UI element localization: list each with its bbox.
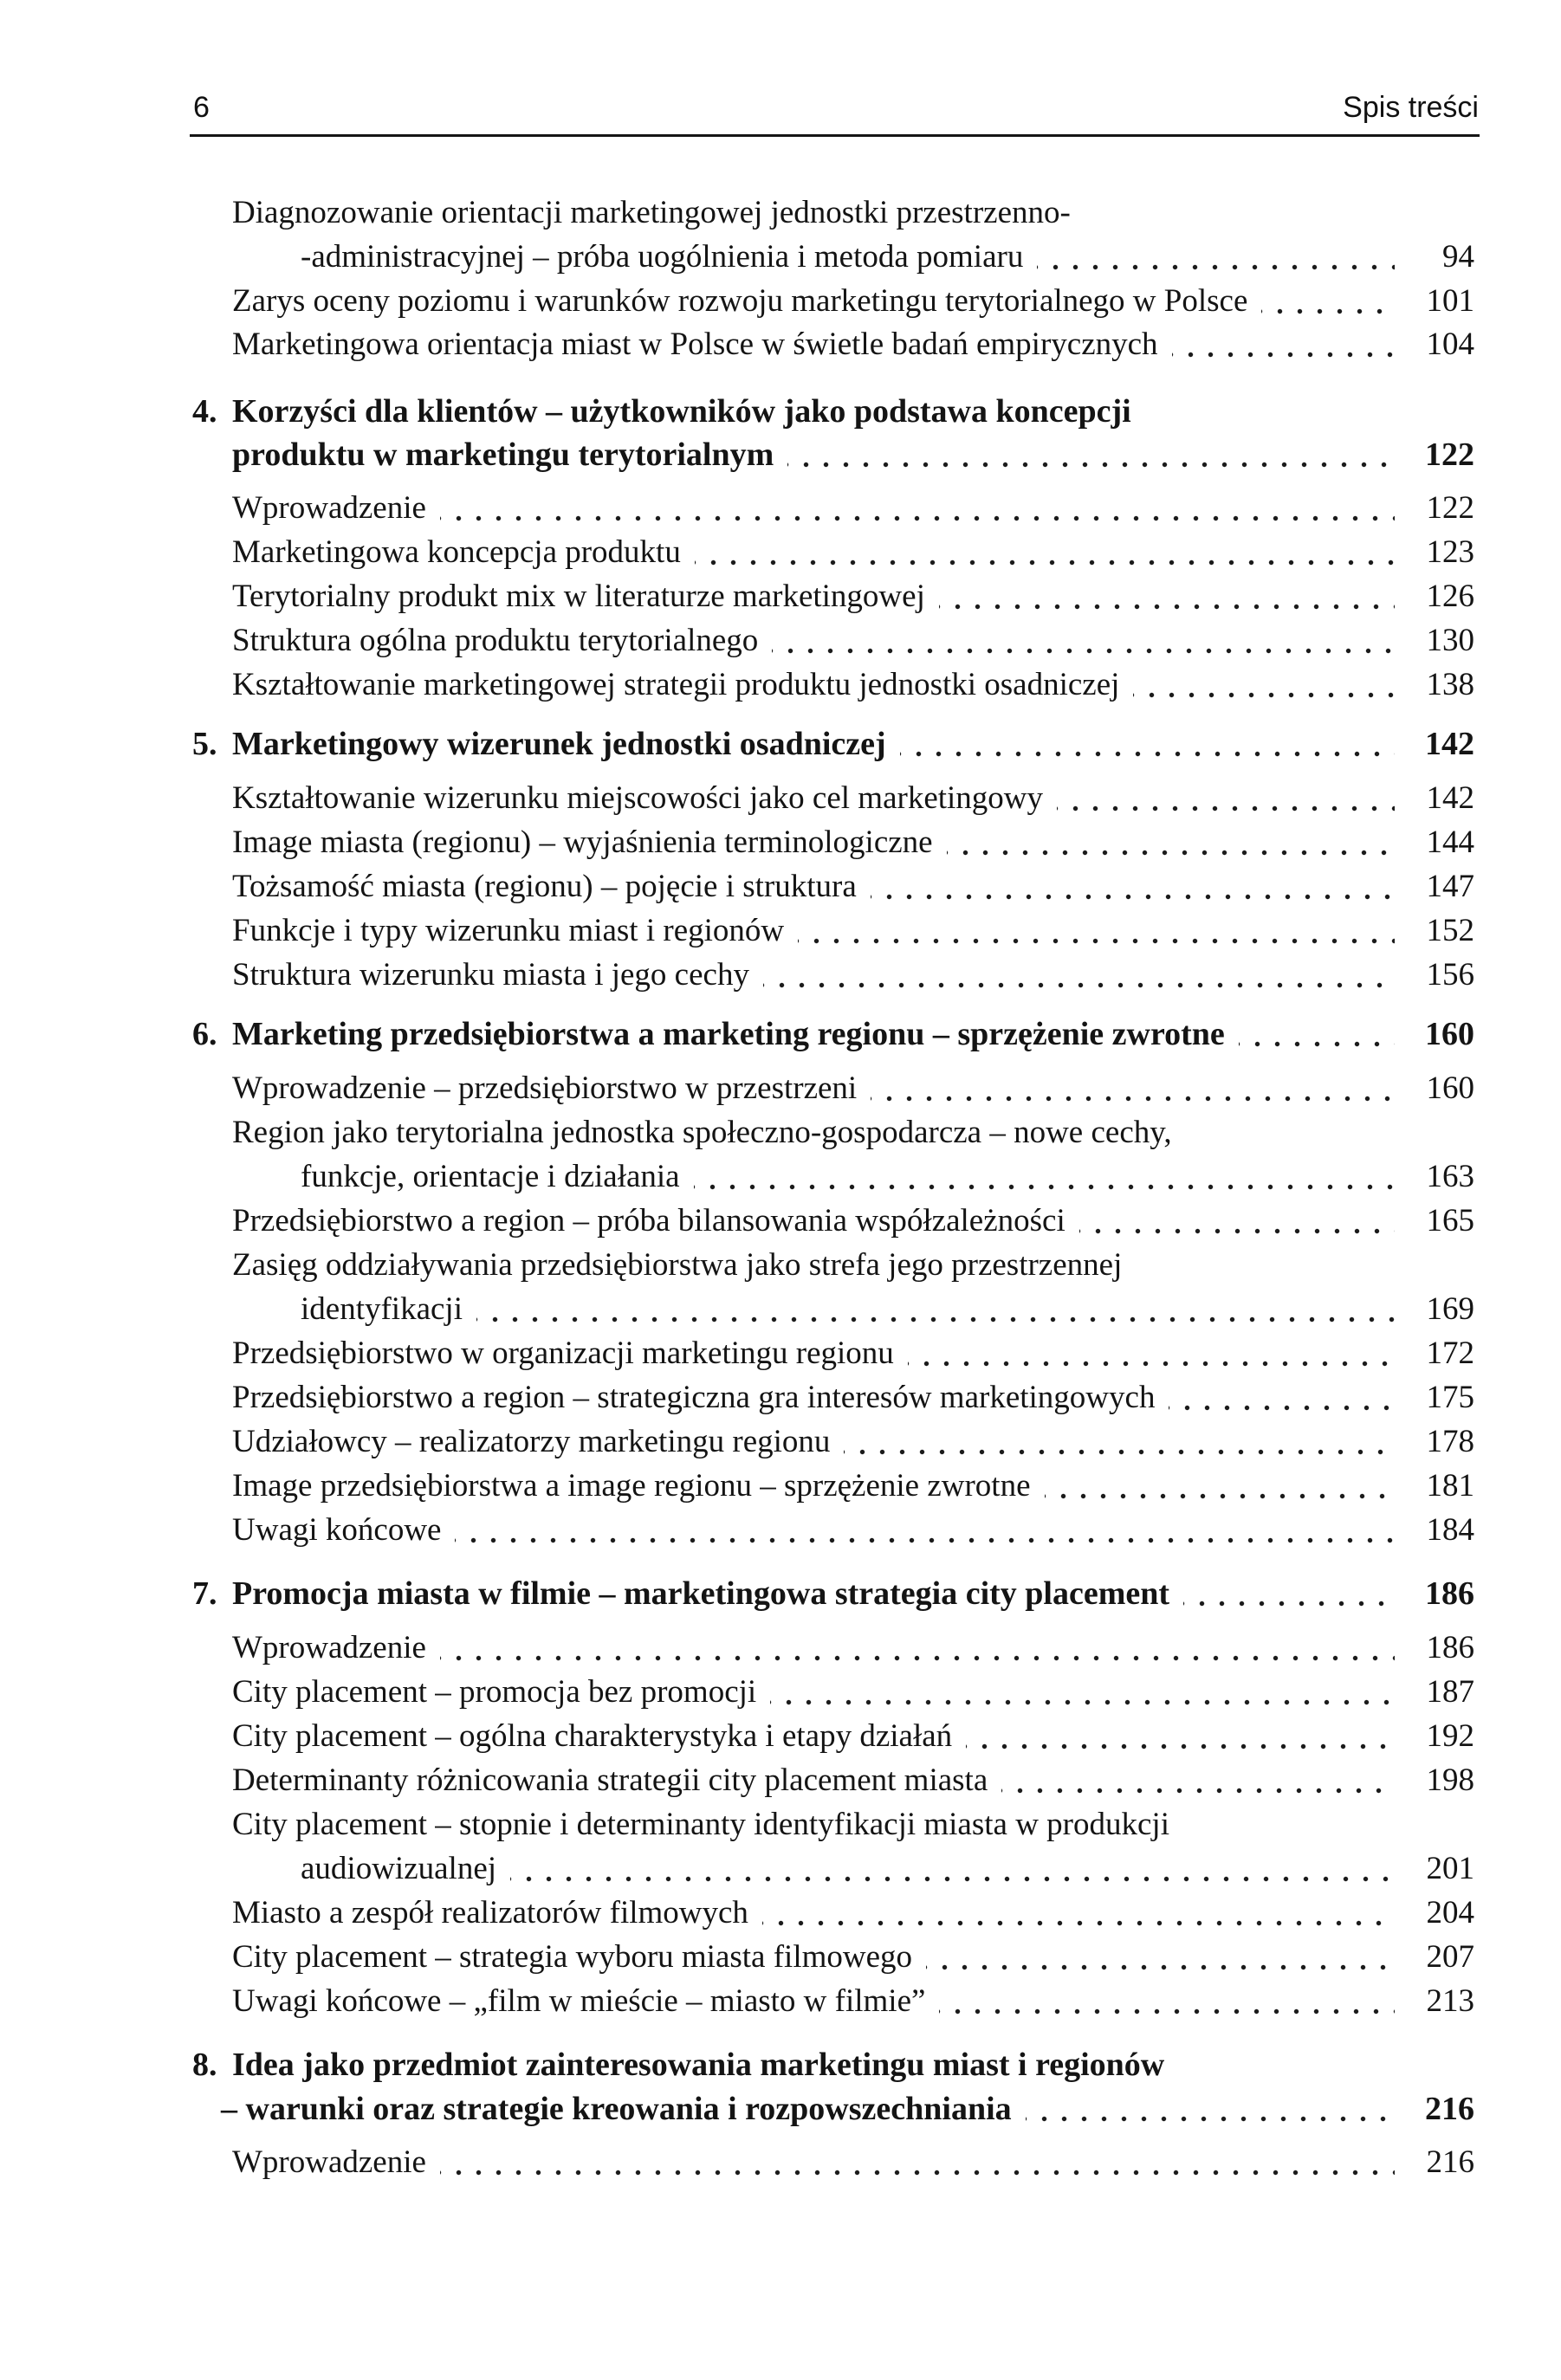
dot-leader (694, 1157, 1395, 1197)
entry-text: Wprowadzenie (232, 1630, 426, 1665)
toc-entry-row (232, 1510, 1474, 1550)
entry-text: Marketingowy wizerunek jednostki osadniczej (232, 726, 886, 762)
page-number: 216 (1425, 2091, 1474, 2127)
toc-entry-row (232, 193, 1474, 233)
toc-entry-row (232, 1893, 1474, 1933)
page-number: 216 (1426, 2144, 1474, 2180)
section-number: 7. (192, 1575, 217, 1612)
entry-text: Przedsiębiorstwo a region – próba bilansowania współzależności (232, 1203, 1065, 1239)
toc-entry-row (232, 1982, 1474, 2021)
toc-entry-row (301, 1849, 1474, 1889)
entry-text: Przedsiębiorstwo a region – strategiczna gra interesów marketingowych (232, 1380, 1156, 1415)
toc-entry-row (232, 325, 1474, 365)
dot-leader (455, 1510, 1395, 1550)
entry-text: Wprowadzenie – przedsiębiorstwo w przestrzeni (232, 1070, 858, 1106)
dot-leader (1169, 1378, 1395, 1418)
header-rule (190, 134, 1480, 137)
entry-text: Determinanty różnicowania strategii city placement miasta (232, 1762, 988, 1798)
toc-heading-row (232, 435, 1474, 475)
dot-leader (787, 435, 1395, 475)
page-number: 169 (1426, 1291, 1474, 1327)
page-number: 204 (1426, 1895, 1474, 1931)
toc-entry-row (232, 1422, 1474, 1462)
entry-text: Wprowadzenie (232, 2144, 426, 2180)
dot-leader (939, 577, 1395, 617)
page-number: 104 (1426, 327, 1474, 362)
toc-entry-row (232, 1378, 1474, 1418)
dot-leader (947, 823, 1395, 863)
toc-entry-row (232, 2143, 1474, 2183)
dot-leader (1057, 779, 1395, 818)
section-number: 6. (192, 1016, 217, 1052)
toc-heading-row (192, 724, 1474, 764)
dot-leader (695, 533, 1395, 572)
toc-entry-row (232, 488, 1474, 528)
dot-leader (900, 724, 1395, 764)
toc-entry-row (232, 1937, 1474, 1977)
dot-leader (939, 1982, 1395, 2021)
entry-text: Funkcje i typy wizerunku miast i regionów (232, 913, 785, 948)
dot-leader (926, 1937, 1395, 1977)
toc-entry-row (232, 823, 1474, 863)
entry-text: Korzyści dla klientów – użytkowników jako podstawa koncepcji (232, 393, 1131, 430)
toc-entry-row (232, 1672, 1474, 1712)
toc-entry-row (301, 237, 1474, 277)
entry-text: Tożsamość miasta (regionu) – pojęcie i struktura (232, 869, 857, 904)
page-number: 130 (1426, 623, 1474, 658)
page-number: 138 (1426, 667, 1474, 702)
entry-text: Terytorialny produkt mix w literaturze marketingowej (232, 579, 925, 614)
dot-leader (966, 1717, 1395, 1756)
entry-text: Image miasta (regionu) – wyjaśnienia terminologiczne (232, 825, 933, 860)
entry-text: Struktura ogólna produktu terytorialnego (232, 623, 759, 658)
dot-leader (770, 1672, 1395, 1712)
entry-text: Marketing przedsiębiorstwa a marketing regionu – sprzężenie zwrotne (232, 1016, 1225, 1052)
page-number: 122 (1425, 437, 1474, 473)
entry-text: Kształtowanie wizerunku miejscowości jako cel marketingowy (232, 780, 1044, 816)
page-number: 207 (1426, 1939, 1474, 1975)
dot-leader (1026, 2089, 1395, 2129)
toc-heading-row (192, 1574, 1474, 1614)
entry-text: Kształtowanie marketingowej strategii produktu jednostki osadniczej (232, 667, 1120, 702)
header-page-number: 6 (193, 91, 210, 124)
entry-text: funkcje, orientacje i działania (301, 1159, 680, 1194)
entry-text: Struktura wizerunku miasta i jego cechy (232, 957, 749, 993)
toc-entry-row (232, 911, 1474, 951)
header-running-title: Spis treści (1343, 91, 1479, 124)
entry-text: City placement – strategia wyboru miasta filmowego (232, 1939, 913, 1975)
entry-text: Promocja miasta w filmie – marketingowa strategia city placement (232, 1575, 1170, 1612)
page-number: 165 (1426, 1203, 1474, 1239)
entry-text: Udziałowcy – realizatorzy marketingu regionu (232, 1424, 831, 1459)
dot-leader (440, 2143, 1395, 2183)
dot-leader (1261, 281, 1395, 321)
toc-entry-row (232, 1805, 1474, 1845)
entry-text: Zasięg oddziaływania przedsiębiorstwa jako strefa jego przestrzennej (232, 1247, 1123, 1283)
page-number: 187 (1426, 1674, 1474, 1710)
page-number: 213 (1426, 1983, 1474, 2019)
entry-text: Uwagi końcowe (232, 1512, 442, 1548)
dot-leader (1001, 1761, 1395, 1801)
dot-leader (908, 1334, 1395, 1374)
entry-text: -administracyjnej – próba uogólnienia i metoda pomiaru (301, 239, 1024, 275)
page-number: 181 (1426, 1468, 1474, 1504)
toc-entry-row (232, 1334, 1474, 1374)
dot-leader (440, 488, 1395, 528)
entry-text: Uwagi końcowe – „film w mieście – miasto w filmie” (232, 1983, 926, 2019)
dot-leader (1172, 325, 1395, 365)
entry-text: Zarys oceny poziomu i warunków rozwoju marketingu terytorialnego w Polsce (232, 283, 1248, 319)
toc-heading-row (192, 391, 1474, 431)
page-number: 178 (1426, 1424, 1474, 1459)
entry-text: City placement – promocja bez promocji (232, 1674, 757, 1710)
dot-leader (1133, 665, 1395, 705)
entry-text: Marketingowa koncepcja produktu (232, 534, 681, 570)
toc-entry-row (232, 867, 1474, 907)
toc-entry-row (232, 621, 1474, 661)
page-number: 144 (1426, 825, 1474, 860)
dot-leader (1239, 1014, 1395, 1054)
toc-entry-row (232, 533, 1474, 572)
entry-text: Image przedsiębiorstwa a image regionu – sprzężenie zwrotne (232, 1468, 1031, 1504)
toc-entry-row (232, 1761, 1474, 1801)
page-number: 94 (1442, 239, 1474, 275)
dot-leader (762, 1893, 1395, 1933)
dot-leader (1037, 237, 1395, 277)
toc-entry-row (232, 1069, 1474, 1109)
toc-entry-row (232, 665, 1474, 705)
dot-leader (871, 867, 1395, 907)
page-number: 122 (1426, 490, 1474, 526)
toc-entry-row (232, 1466, 1474, 1506)
entry-text: Marketingowa orientacja miast w Polsce w świetle badań empirycznych (232, 327, 1158, 362)
page-number: 123 (1426, 534, 1474, 570)
page-number: 184 (1426, 1512, 1474, 1548)
page-number: 126 (1426, 579, 1474, 614)
page-number: 160 (1426, 1070, 1474, 1106)
entry-text: produktu w marketingu terytorialnym (232, 437, 774, 473)
toc-entry-row (301, 1290, 1474, 1329)
toc-entry-row (232, 779, 1474, 818)
page-number: 156 (1426, 957, 1474, 993)
toc-entry-row (301, 1157, 1474, 1197)
dot-leader (772, 621, 1395, 661)
page-number: 142 (1425, 726, 1474, 762)
toc-heading-row (192, 1014, 1474, 1054)
page-number: 175 (1426, 1380, 1474, 1415)
dot-leader (798, 911, 1395, 951)
toc-heading-row (221, 2089, 1474, 2129)
page-number: 186 (1425, 1575, 1474, 1612)
page-number: 172 (1426, 1336, 1474, 1371)
page-number: 160 (1425, 1016, 1474, 1052)
dot-leader (1079, 1201, 1395, 1241)
toc-entry-row (232, 1201, 1474, 1241)
entry-text: City placement – stopnie i determinanty identyfikacji miasta w produkcji (232, 1807, 1169, 1842)
dot-leader (1045, 1466, 1395, 1506)
section-number: 8. (192, 2047, 217, 2083)
page-number: 101 (1426, 283, 1474, 319)
page-number: 163 (1426, 1159, 1474, 1194)
page-number: 142 (1426, 780, 1474, 816)
toc-entry-row (232, 1245, 1474, 1285)
entry-text: Diagnozowanie orientacji marketingowej jednostki przestrzenno- (232, 195, 1071, 230)
entry-text: identyfikacji (301, 1291, 463, 1327)
toc-entry-row (232, 1717, 1474, 1756)
entry-text: Region jako terytorialna jednostka społeczno-gospodarcza – nowe cechy, (232, 1115, 1172, 1150)
toc-entry-row (232, 577, 1474, 617)
entry-text: Przedsiębiorstwo w organizacji marketingu regionu (232, 1336, 894, 1371)
toc-entry-row (232, 1628, 1474, 1668)
entry-text: Miasto a zespół realizatorów filmowych (232, 1895, 748, 1931)
page-number: 147 (1426, 869, 1474, 904)
entry-text: Wprowadzenie (232, 490, 426, 526)
page-number: 198 (1426, 1762, 1474, 1798)
entry-text: – warunki oraz strategie kreowania i rozpowszechniania (221, 2091, 1012, 2127)
page-number: 192 (1426, 1718, 1474, 1754)
page-number: 186 (1426, 1630, 1474, 1665)
dot-leader (871, 1069, 1395, 1109)
dot-leader (844, 1422, 1395, 1462)
toc-entry-row (232, 955, 1474, 995)
section-number: 5. (192, 726, 217, 762)
dot-leader (476, 1290, 1395, 1329)
page-number: 201 (1426, 1851, 1474, 1886)
entry-text: City placement – ogólna charakterystyka i etapy działań (232, 1718, 953, 1754)
entry-text: Idea jako przedmiot zainteresowania marketingu miast i regionów (232, 2047, 1165, 2083)
dot-leader (763, 955, 1395, 995)
dot-leader (440, 1628, 1395, 1668)
section-number: 4. (192, 393, 217, 430)
dot-leader (510, 1849, 1395, 1889)
toc-heading-row (192, 2045, 1474, 2085)
page-number: 152 (1426, 913, 1474, 948)
entry-text: audiowizualnej (301, 1851, 497, 1886)
toc-entry-row (232, 1113, 1474, 1153)
toc-entry-row (232, 281, 1474, 321)
dot-leader (1183, 1574, 1395, 1614)
